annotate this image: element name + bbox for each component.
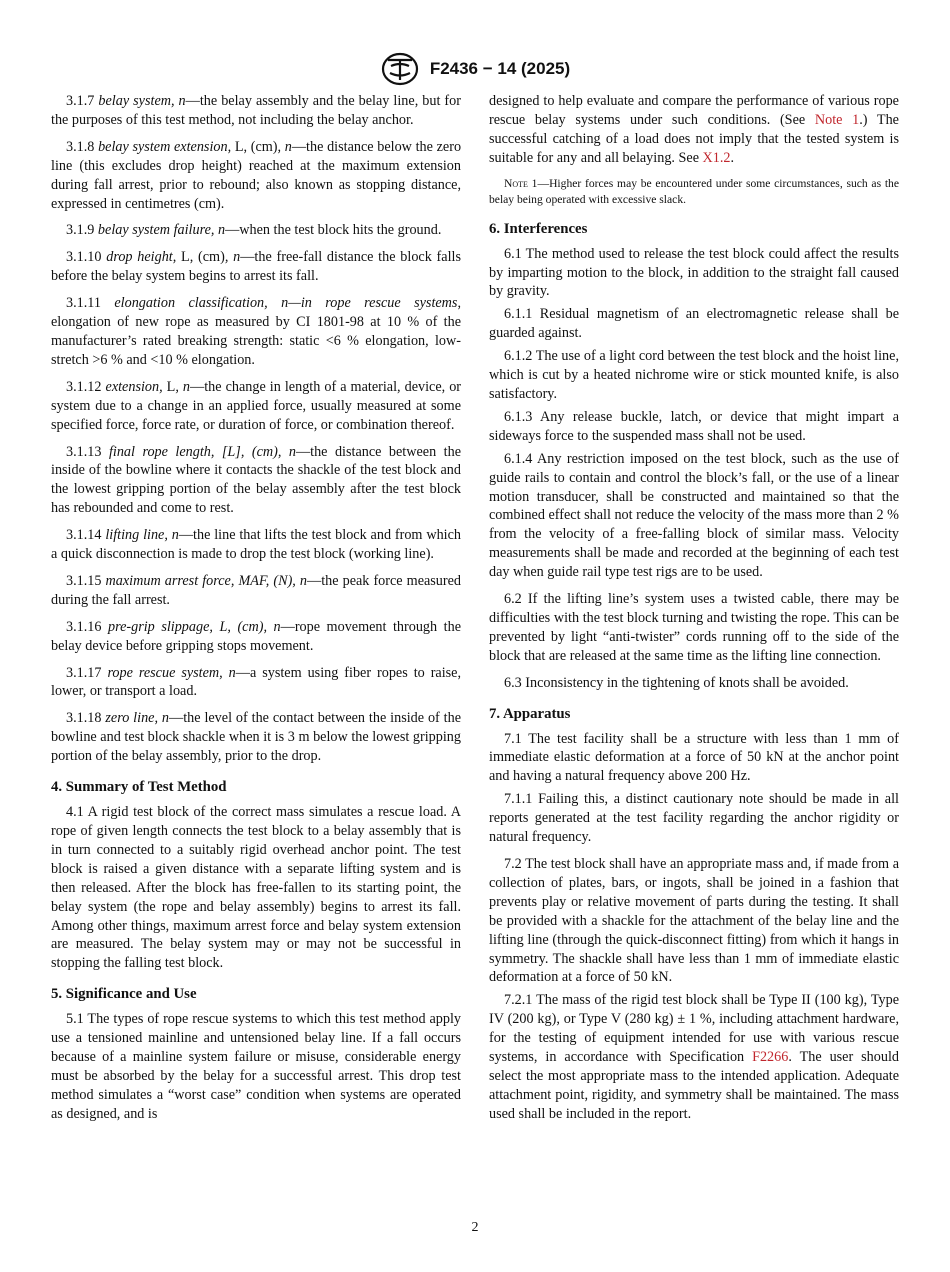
definition-units: L, (cm) [176, 249, 225, 266]
definition-text: —rope movement through the belay device before gripping stops movement. [51, 618, 461, 654]
definition-3-1-10 [51, 248, 461, 286]
astm-logo-icon [380, 52, 420, 86]
definition-part-of-speech: , n [277, 138, 292, 155]
page-header [0, 52, 950, 86]
definition-number: 3.1.11 [66, 295, 101, 312]
paragraph-6-1: 6.1 The method used to release the test block could affect the results by imparting motion to the block, in addition to the straight fall caused by gravity. [489, 245, 899, 300]
definition-number: 3.1.12 [66, 378, 102, 395]
section-6-heading: 6. Interferences [489, 220, 588, 237]
paragraph-4-1: 4.1 A rigid test block of the correct mass simulates a rescue load. A rope of given length connects the test block to a belay assembly that is in turn connected to a suitably rigid overhead anchor point. The test block is raised a given distance with a separate lifting system and is then released. After the block has free-fallen to its starting point, the belay system (the rope and belay assembly) begins to arrest its fall. Among other things, maximum arrest force and belay system extension are measured. The belay system may or may not be successful in stopping the falling test block. [51, 804, 461, 972]
paragraph-6-1-1: 6.1.1 Residual magnetism of an electromagnetic release shall be guarded against. [489, 306, 899, 342]
definition-units: L, (cm) [231, 138, 278, 155]
definition-term: belay system, n [98, 93, 186, 109]
definition-3-1-13 [51, 443, 461, 519]
note-1: Note 1—Higher forces may be encountered under some circumstances, such as the belay being operated with excessive slack. [489, 176, 899, 206]
paragraph-6-1-2: 6.1.2 The use of a light cord between the test block and the hoist line, which is cut by a heated nichrome wire or stick mounted knife, is also satisfactory. [489, 348, 899, 402]
definition-number: 3.1.17 [66, 664, 102, 681]
definition-term: zero line, n [105, 710, 170, 727]
note-1-link[interactable]: Note 1 [814, 111, 860, 128]
definition-term: elongation classification, n—in rope rescue systems [114, 295, 458, 312]
definition-3-1-15 [51, 572, 461, 610]
definition-units: L [162, 378, 176, 395]
paragraph-5-1: 5.1 The types of rope rescue systems to which this test method apply use a tensioned mainline and untensioned belay line. If a fall occurs because of a mainline system failure or misuse, considerable energy must be absorbed by the belay for a successful arrest. This drop test method simulates a “worst case” condition when systems are operated as designed, and is [51, 1011, 461, 1122]
definition-term: final rope length, [L], (cm), n [108, 443, 296, 460]
definition-3-1-16 [51, 618, 461, 656]
paragraph-6-1-3: 6.1.3 Any release buckle, latch, or device that might impart a sideways force to the suspended mass shall not be used. [489, 408, 899, 444]
definition-number: 3.1.15 [66, 572, 102, 589]
right-column [489, 92, 899, 1128]
paragraph-7-1-1: 7.1.1 Failing this, a distinct cautionary note should be made in all reports generated at the test facility regarding the anchor rigidity or natural frequency. [489, 791, 899, 846]
note-1-label: Note 1 [504, 176, 538, 190]
definition-3-1-7 [51, 92, 461, 130]
left-column [51, 92, 461, 1128]
f2266-link[interactable]: F2266 [752, 1049, 789, 1066]
definition-number: 3.1.8 [66, 138, 95, 155]
definition-term: lifting line, n [105, 527, 179, 544]
definition-text: —the distance between the inside of the bowline where it contacts the shackle of the test block and the lowest gripping portion of the belay assembly after the test block has rebounded and come to rest. [51, 443, 461, 517]
paragraph-6-1-4: 6.1.4 Any restriction imposed on the test block, such as the use of guide rails to contain and control the block’s fall, or the use of a linear motion transducer, shall be constructed and maintained so that the combined effect shall not reduce the velocity of the mass more than 2 % from the velocity of a free-falling block of similar mass. Velocity measurements shall be made and recorded at the beginning of each test day when guide rail type test rigs are to be used. [489, 450, 899, 581]
definition-part-of-speech: , n [224, 249, 241, 266]
definition-text: —the line that lifts the test block and from which a quick disconnection is made to drop the test block (working line). [51, 527, 461, 563]
paragraph-6-2: 6.2 If the lifting line’s system uses a twisted cable, there may be difficulties with the test block turning and twisting the rope. This can be prevented by light “anti-twister” cords running off to the side of the block that are released at the same time as the lifting line connection. [489, 591, 899, 664]
definition-3-1-14 [51, 526, 461, 564]
paragraph-5-1-continued: designed to help evaluate and compare the performance of various rope rescue belay systems under such conditions. (See Note 1.) The successful catching of a load does not imply that the tested system is suitable for any and all belaying. See X1.2. [489, 93, 899, 166]
definition-text: —the free-fall distance the block falls before the belay system begins to arrest its fall. [51, 249, 461, 285]
definition-text: —the peak force measured during the fall arrest. [51, 572, 462, 608]
definition-part-of-speech: , n [175, 378, 191, 395]
definition-term: drop height, [106, 249, 177, 266]
definition-term: belay system failure, n [97, 222, 226, 239]
definition-number: 3.1.7 [66, 93, 95, 109]
definition-number: 3.1.13 [66, 443, 102, 460]
definition-text: —the belay assembly and the belay line, but for the purposes of this test method, not including the belay anchor. [51, 93, 461, 128]
definition-3-1-12 [51, 378, 461, 435]
section-5-heading: 5. Significance and Use [51, 986, 197, 1003]
paragraph-7-1: 7.1 The test facility shall be a structure with less than 1 mm of immediate elastic deformation at a force of 50 kN at the anchor point and having a natural frequency above 200 Hz. [489, 730, 899, 785]
definition-term: maximum arrest force, MAF, (N), n [105, 572, 308, 589]
definition-term: pre-grip slippage, L, (cm), n [108, 618, 281, 635]
paragraph-7-2-1: 7.2.1 The mass of the rigid test block shall be Type II (100 kg), Type IV (200 kg), or Type V (280 kg) ± 1 %, including attachment hardware, for the testing of equipment intended for use with various rescue systems, in accordance with Specification F2266. The user should select the most appropriate mass to the intended application. Adequate attachment point, rigidity, and symmetry shall be maintained. The mass used shall be included in the report. [489, 992, 899, 1122]
standard-designation: F2436 − 14 (2025) [429, 59, 571, 78]
definition-number: 3.1.14 [66, 527, 102, 544]
x1-2-link[interactable]: X1.2 [702, 149, 731, 166]
definition-3-1-17 [51, 664, 461, 702]
definition-text: , elongation of new rope as measured by CI 1801-98 at 10 % of the manufacturer’s rated breaking strength: static <6 % elongation, low-stretch >6 % and <10 % elongation. [51, 295, 461, 368]
definition-text: —the level of the contact between the inside of the bowline and test block shackle when it is 3 m below the lowest gripping portion of the belay assembly, prior to the drop. [51, 710, 462, 765]
page-number: 2 [471, 1220, 479, 1235]
definition-text: —a system using fiber ropes to raise, lower, or transport a load. [51, 664, 462, 700]
definition-number: 3.1.10 [66, 249, 102, 266]
definition-3-1-9 [51, 221, 461, 240]
definition-number: 3.1.9 [66, 222, 95, 239]
paragraph-6-3: 6.3 Inconsistency in the tightening of knots shall be avoided. [504, 674, 849, 691]
definition-number: 3.1.16 [66, 618, 102, 635]
definition-3-1-18 [51, 709, 461, 766]
definition-term: rope rescue system, n [107, 664, 236, 681]
definition-term: extension, [105, 378, 163, 395]
definition-text: —when the test block hits the ground. [225, 222, 442, 239]
section-4-heading: 4. Summary of Test Method [51, 779, 227, 796]
section-7-heading: 7. Apparatus [489, 705, 571, 722]
definition-number: 3.1.18 [66, 710, 102, 727]
definition-text: —the change in length of a material, device, or system due to a change in an applied force, usually measured at some specified force, force rate, or duration of force, or combination thereof. [51, 378, 462, 433]
definitions-list [51, 92, 461, 766]
definition-term: belay system extension, [98, 138, 232, 155]
definition-3-1-11 [51, 294, 461, 370]
paragraph-7-2: 7.2 The test block shall have an appropriate mass and, if made from a collection of plates, bars, or ingots, shall be joined in a fashion that prevents play or relative movement of parts during the testing. It shall be provided with a shackle for the attachment of the belay line and the lifting line (through the quick-disconnect fitting) from which it hangs in symmetry. The shackle shall have less than 1 mm of immediate elastic deformation at a force of 50 kN. [489, 856, 899, 986]
definition-text: —the distance below the zero line (this excludes drop height) reached at the maximum extension during fall arrest, prior to rebound; also known as stopping distance, expressed in centimetres (cm). [51, 138, 462, 212]
definition-3-1-8 [51, 138, 461, 214]
